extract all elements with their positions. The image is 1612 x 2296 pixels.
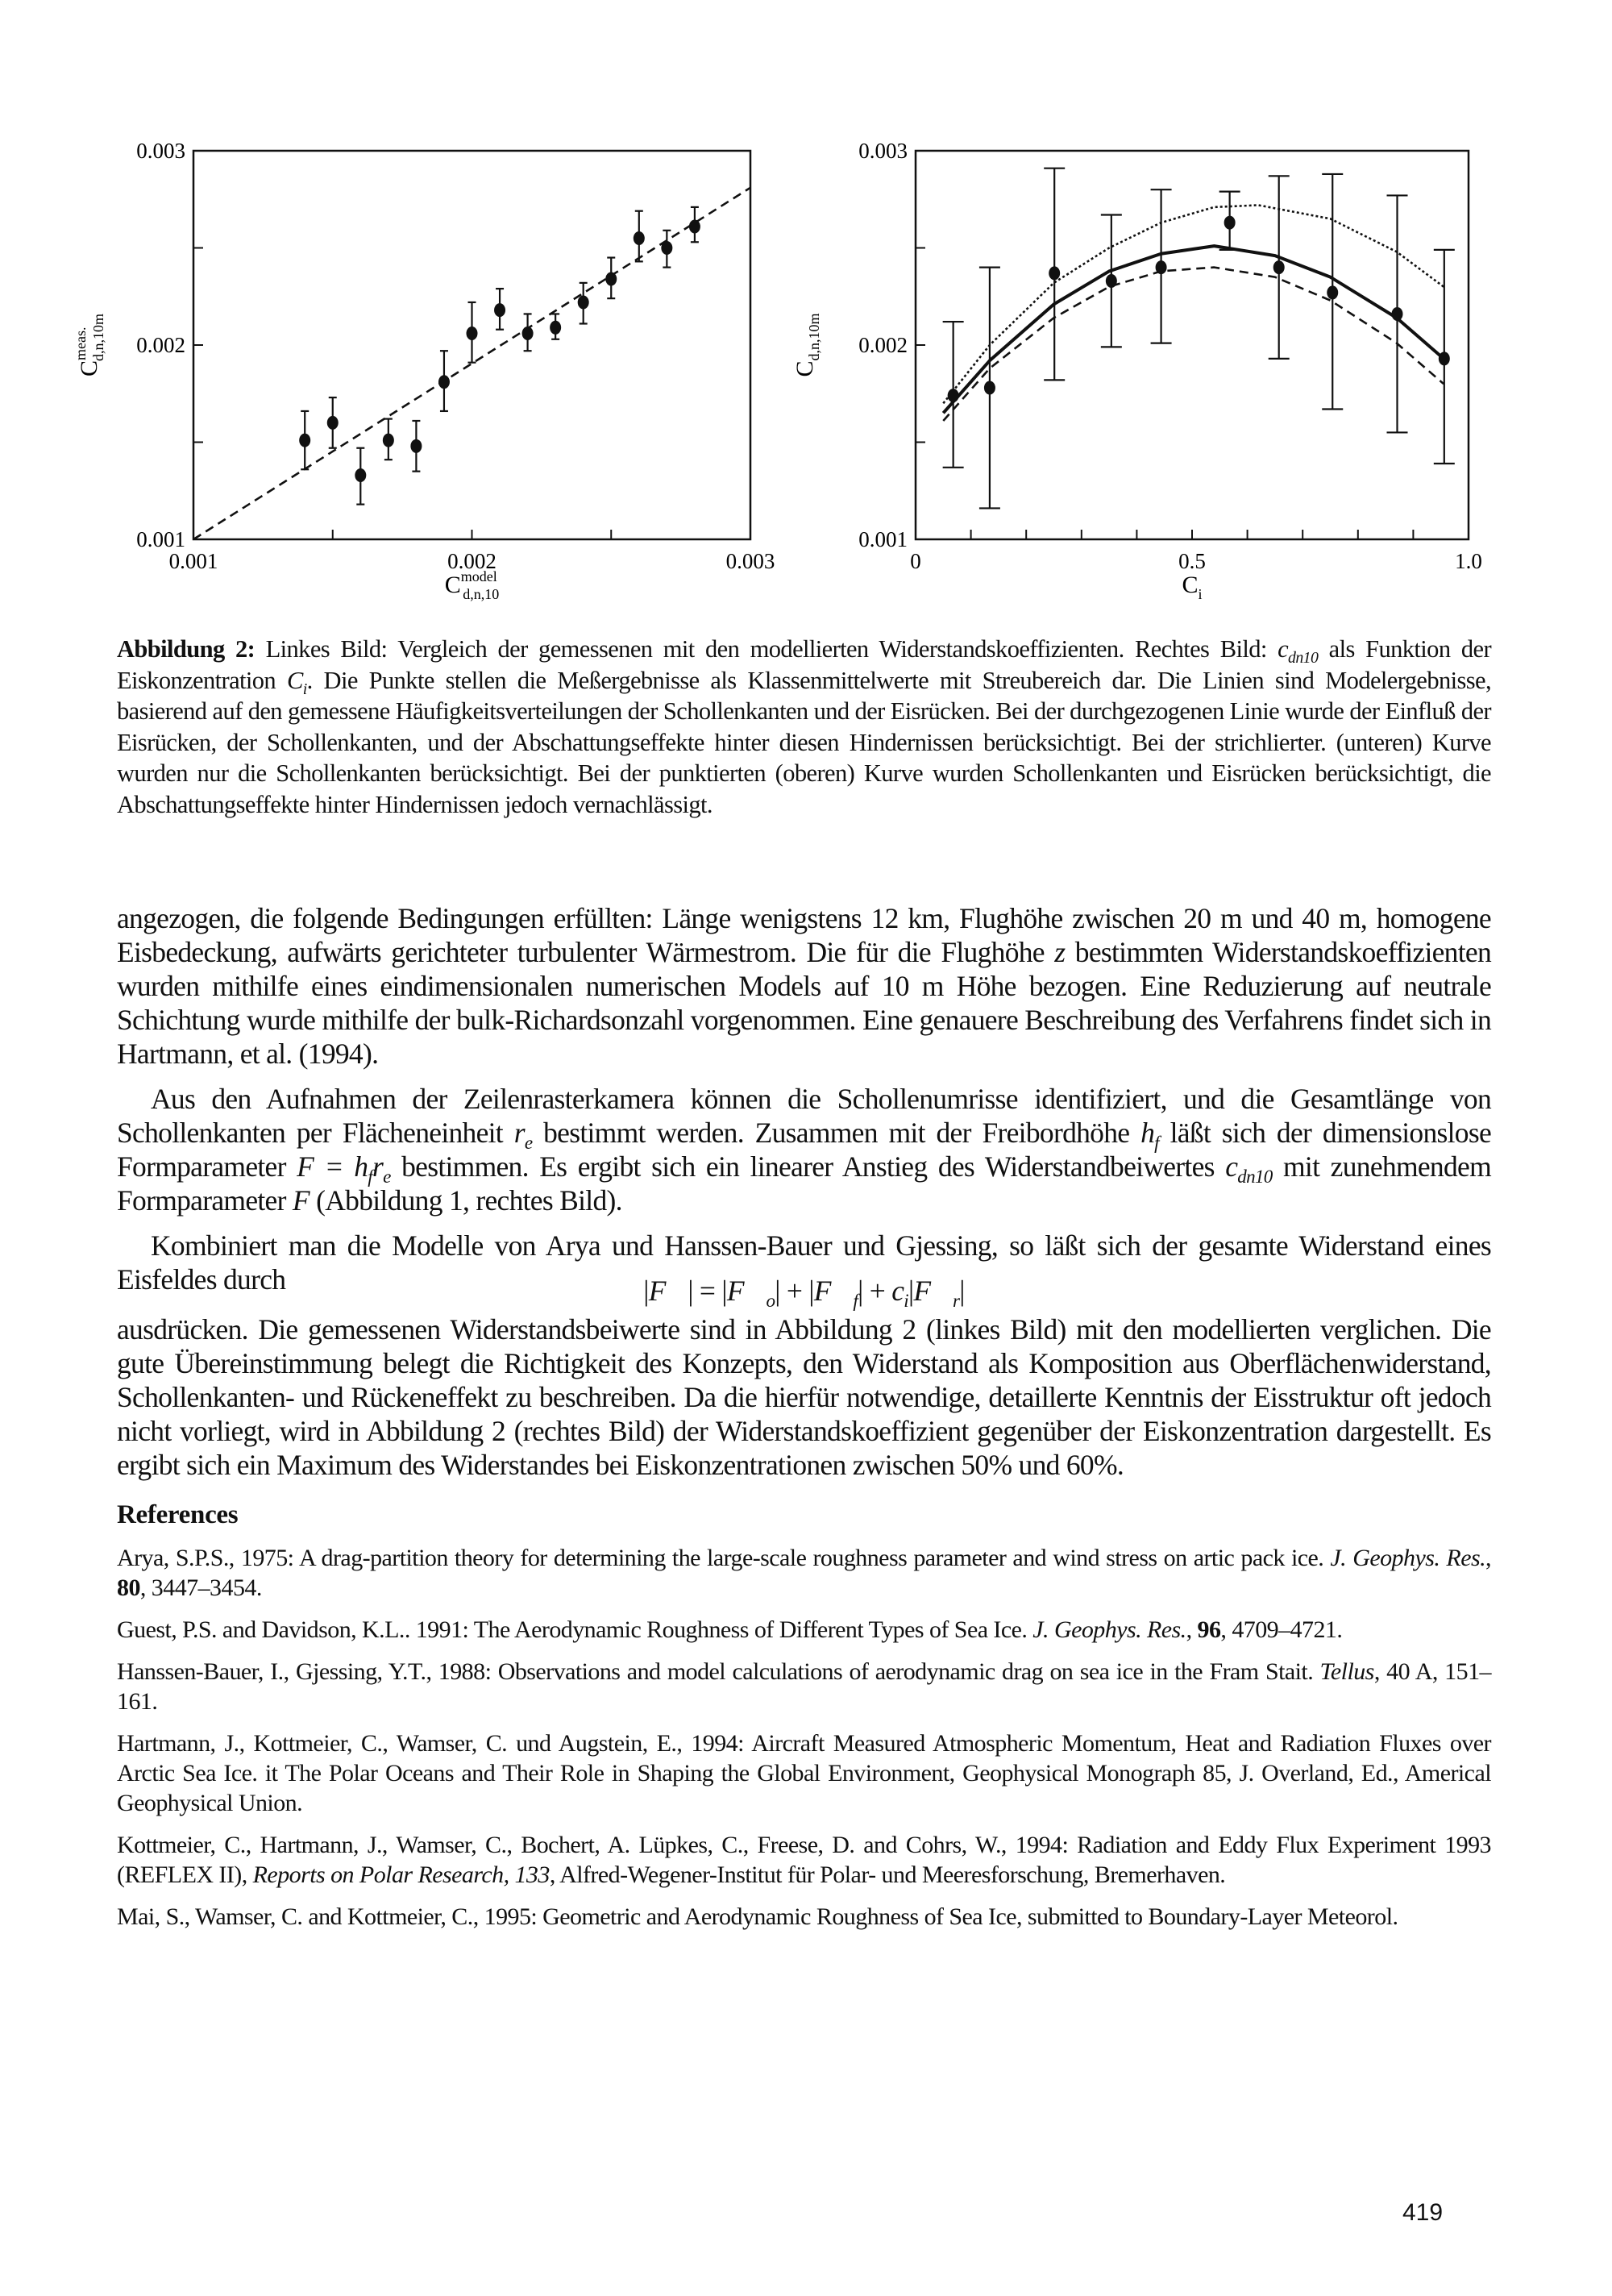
- references-heading: References: [117, 1500, 239, 1529]
- math-symbol: z: [1054, 936, 1066, 968]
- page-number: 419: [1402, 2199, 1444, 2226]
- left-chart: [73, 139, 775, 602]
- text-run: |: [959, 1275, 965, 1307]
- text-run: ausdrücken. Die gemessenen Widerstandsbeiwerte sind in Abbildung 2 (linkes Bild) mit den modellierten verglichen. Die gute Übereinstimmung belegt die Richtigkeit des Konzepts, den Widerstand als Komposition aus Oberflächenwiderstand, Schollenkanten- und Rückeneffekt zu beschreiben. Da die hierfür notwendige, detaillerte Kenntnis der Eisstruktur oft jedoch nicht vorliegt, wird in Abbildung 2 (rechtes Bild) der Widerstandskoeffizient gegenüber der Eiskonzentration dargestellt. Es ergibt sich ein Maximum des Widerstandes bei Eiskonzentrationen zwischen 50% und 60%.: [117, 1313, 1491, 1481]
- text-run: (Abbildung 1, rechtes Bild).: [309, 1184, 622, 1217]
- axis-label-sub: d,n,10: [463, 586, 500, 602]
- text-run: , 40 A, 151–161.: [117, 1658, 1491, 1715]
- figure-2: [0, 113, 1612, 629]
- axis-label-sup: model: [460, 568, 497, 584]
- data-point: [467, 327, 478, 340]
- y-tick-label: 0.002: [136, 333, 185, 357]
- math-symbol: Reports on Polar Research, 133: [252, 1861, 550, 1888]
- data-point: [661, 241, 672, 255]
- math-symbol: $c_{dn10}$: [1225, 1150, 1273, 1188]
- subscript: o: [766, 1290, 775, 1312]
- paragraph: [117, 901, 1491, 1071]
- text-run: Guest, P.S. and Davidson, K.L.. 1991: The Aerodynamic Roughness of Different Types of Sea Ice.: [117, 1616, 1033, 1643]
- axis-label-sup: meas.: [73, 327, 89, 360]
- text-run: bestimmen. Es ergibt sich ein linearer Anstieg des Widerstandbeiwertes: [390, 1150, 1226, 1183]
- text-run: , 3447–3454.: [139, 1574, 262, 1601]
- math-symbol: Tellus: [1319, 1658, 1374, 1685]
- text-run: , Alfred-Wegener-Institut für Polar- und Meeresforschung, Bremerhaven.: [549, 1861, 1226, 1888]
- equation: [117, 1274, 1491, 1312]
- subscript: dn10: [1288, 649, 1319, 668]
- math-symbol: $c_{dn10}$: [1278, 635, 1319, 668]
- text-run: als Funktion der Eiskonzentration: [117, 635, 1491, 694]
- axis-label-sub: d,n,10m: [806, 313, 822, 361]
- subscript: e: [524, 1132, 533, 1154]
- x-axis-label: $C^{model}$ d,n,10: [444, 568, 500, 602]
- text-run: Aus den Aufnahmen der Zeilenrasterkamera können die Schollenumrisse identifiziert, und die Gesamtlänge von Schollenkanten per Flächeneinheit: [117, 1083, 1491, 1149]
- subscript: f: [1154, 1132, 1159, 1154]
- y-axis-label: $C^{meas.}$ d,n,10m: [73, 313, 106, 377]
- math-symbol: J. Geophys. Res.: [1330, 1545, 1486, 1571]
- text-run: angezogen, die folgende Bedingungen erfüllten: Länge wenigstens 12 km, Flughöhe zwischen 20 m und 40 m, homogene Eisbedeckung, aufwärts gerichteter turbulenter Wärmestrom. Die für die Flughöhe: [117, 902, 1491, 968]
- text-run: |: [643, 1275, 649, 1307]
- math-symbol: $F⃗_r$: [913, 1275, 960, 1312]
- references-list: [117, 1543, 1491, 1932]
- data-point: [1049, 266, 1060, 280]
- text-run: bestimmten Widerstandskoeffizienten wurden mithilfe eines eindimensionalen numerischen Models auf 10 m Höhe bezogen. Eine Reduzierung auf neutrale Schichtung wurde mithilfe der bulk-Richardsonzahl vorgenommen. Eine genauere Beschreibung des Verfahrens findet sich in Hartmann, et al. (1994).: [117, 936, 1492, 1070]
- data-point: [383, 434, 394, 447]
- volume-number: 80: [117, 1574, 140, 1601]
- reference-item: [117, 1615, 1491, 1645]
- series-line-dotted: [943, 205, 1444, 403]
- subscript: r: [953, 1290, 960, 1312]
- y-tick-label: 0.003: [858, 139, 908, 163]
- x-tick-label: 1.0: [1455, 549, 1482, 573]
- text-run: | +: [858, 1275, 892, 1307]
- data-point: [299, 434, 310, 447]
- body-text: [117, 901, 1491, 1944]
- x-tick-label: 0: [910, 549, 921, 573]
- data-point: [494, 303, 505, 317]
- math-symbol: F: [292, 1184, 310, 1217]
- text-run: ,: [1186, 1616, 1198, 1643]
- math-symbol: $c_i$: [891, 1275, 908, 1312]
- y-tick-label: 0.003: [136, 139, 185, 163]
- text-run: bestimmt werden. Zusammen mit der Freibordhöhe: [532, 1117, 1141, 1149]
- reference-item: [117, 1830, 1491, 1890]
- series-line-dashed: [943, 268, 1444, 421]
- text-run: . Die Punkte stellen die Meßergebnisse als Klassenmittelwerte mit Streubereich dar. Die Linien sind Modelergebnisse, basierend auf den gemessene Häufigkeitsverteilungen der Schollenkanten und der Eisrücken. Bei der durchgezogenen Linie wurde der Einfluß der Eisrücken, der Schollenkanten, und der Abschattungseffekte hinter diesen Hindernissen berücksichtigt. Bei der strichlierter. (unteren) Kurve wurden nur die Schollenkanten berücksichtigt. Bei der punktierten (oberen) Kurve wurden Schollenkanten und Eisrücken berücksichtigt, die Abschattungseffekte hinter Hindernissen jedoch vernachlässigt.: [117, 666, 1492, 818]
- data-point: [984, 381, 995, 395]
- subscript: i: [302, 680, 307, 698]
- data-point: [327, 416, 339, 430]
- math-symbol: $r_e$: [513, 1117, 533, 1154]
- subscript: f: [368, 1166, 373, 1188]
- data-point: [1392, 307, 1403, 321]
- caption-text: [117, 635, 1491, 818]
- math-symbol: F⃗: [648, 1275, 688, 1307]
- text-run: Linkes Bild: Vergleich der gemessenen mit den modellierten Widerstandskoeffizienten. Rechtes Bild:: [255, 635, 1278, 663]
- series-line-solid: [943, 246, 1444, 413]
- subscript: dn10: [1237, 1166, 1273, 1188]
- data-point: [634, 231, 645, 245]
- text-run: läßt sich der dimensionslose Formparameter: [117, 1117, 1492, 1183]
- figure-caption: [117, 634, 1491, 820]
- math-symbol: $F⃗_f$: [813, 1275, 858, 1312]
- text-run: Kombiniert man die Modelle von Arya und Hanssen-Bauer und Gjessing, so läßt sich der gesamte Widerstand eines Eisfeldes durch: [117, 1229, 1491, 1296]
- data-point: [1224, 216, 1236, 230]
- text-run: Mai, S., Wamser, C. and Kottmeier, C., 1995: Geometric and Aerodynamic Roughness of Sea Ice, submitted to Boundary-Layer Meteorol.: [117, 1903, 1398, 1930]
- text-run: | = |: [688, 1275, 727, 1307]
- paragraph: [117, 1312, 1491, 1482]
- data-point: [1156, 260, 1167, 274]
- subscript: f: [853, 1290, 858, 1312]
- plot-frame: [916, 151, 1469, 539]
- y-axis-label: $C_{d,n,10m}$: [791, 313, 822, 377]
- data-point: [410, 439, 422, 453]
- math-symbol: J. Geophys. Res.: [1032, 1616, 1186, 1643]
- y-tick-label: 0.001: [136, 527, 185, 551]
- volume-number: 96: [1197, 1616, 1221, 1643]
- data-point: [948, 389, 959, 402]
- text-run: Hartmann, J., Kottmeier, C., Wamser, C. und Augstein, E., 1994: Aircraft Measured Atmospheric Momentum, Heat and Radiation Fluxes over Arctic Sea Ice. it The Polar Oceans and Their Role in Shaping the Global Environment, Geophysical Monograph 85, J. Overland, Ed., Americal Geophysical Union.: [117, 1730, 1491, 1816]
- subscript: i: [904, 1290, 908, 1312]
- math-symbol: F = h: [297, 1150, 368, 1183]
- y-tick-label: 0.001: [858, 527, 908, 551]
- math-symbol: $C_i$: [286, 666, 307, 698]
- reference-item: [117, 1902, 1491, 1932]
- text-run: | + |: [775, 1275, 814, 1307]
- right-chart: [791, 139, 1482, 602]
- x-tick-label: 0.003: [725, 549, 775, 573]
- text-run: Hanssen-Bauer, I., Gjessing, Y.T., 1988: Observations and model calculations of aerodynamic drag on sea ice in the Fram Stait.: [117, 1658, 1320, 1685]
- x-tick-label: 0.001: [168, 549, 218, 573]
- axis-label-sub: d,n,10m: [90, 313, 106, 362]
- y-tick-label: 0.002: [858, 333, 908, 357]
- math-symbol: $h_f$: [1140, 1117, 1159, 1154]
- subscript: e: [383, 1166, 391, 1188]
- data-point: [355, 468, 366, 482]
- data-point: [578, 295, 589, 309]
- data-point: [1327, 285, 1338, 299]
- data-point: [1273, 260, 1285, 274]
- text-run: |: [908, 1275, 914, 1307]
- text-run: Arya, S.P.S., 1975: A drag-partition theory for determining the large-scale roughness parameter and wind stress on artic pack ice.: [117, 1545, 1331, 1571]
- x-axis-label: $C_i$: [1182, 572, 1203, 602]
- text-run: mit zunehmendem Formparameter: [117, 1150, 1491, 1217]
- data-point: [550, 321, 561, 335]
- math-symbol: $F⃗_o$: [726, 1275, 775, 1312]
- caption-label: Abbildung 2:: [117, 635, 256, 663]
- reference-item: [117, 1657, 1491, 1716]
- math-symbol: $r_e$: [372, 1150, 391, 1188]
- text-run: ,: [1485, 1545, 1491, 1571]
- data-point: [1439, 351, 1450, 365]
- reference-item: [117, 1728, 1491, 1818]
- data-point: [605, 272, 617, 286]
- data-point: [522, 327, 534, 340]
- x-tick-label: 0.002: [447, 549, 496, 573]
- data-point: [438, 375, 450, 389]
- data-point: [1106, 274, 1117, 288]
- data-point: [689, 219, 700, 233]
- x-tick-label: 0.5: [1178, 549, 1206, 573]
- reference-item: [117, 1543, 1491, 1603]
- axis-label-sub: i: [1198, 586, 1203, 602]
- text-run: , 4709–4721.: [1220, 1616, 1343, 1643]
- paragraph: [117, 1082, 1491, 1217]
- text-run: Kottmeier, C., Hartmann, J., Wamser, C., Bochert, A. Lüpkes, C., Freese, D. and Cohrs, W., 1994: Radiation and Eddy Flux Experiment 1993 (REFLEX II),: [117, 1832, 1491, 1888]
